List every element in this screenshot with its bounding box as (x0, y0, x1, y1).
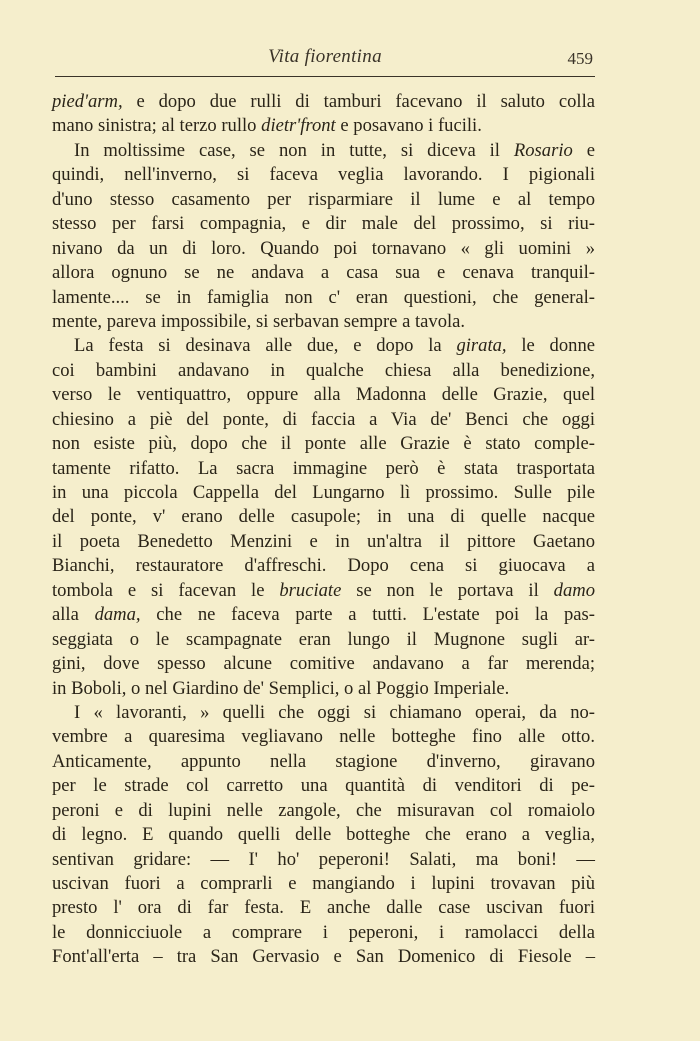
text-segment: e posavano i fucili. (335, 115, 482, 137)
page-number: 459 (567, 49, 593, 68)
text-line (52, 896, 595, 920)
text-segment: tamente rifatto. La sacra immagine però è stata trasportata (52, 457, 595, 479)
italic-text-segment: dama, (94, 604, 141, 626)
text-line (52, 530, 595, 554)
text-line (52, 310, 595, 334)
text-line (52, 823, 595, 847)
text-segment: e dopo due rulli di tamburi facevano il saluto colla (122, 91, 595, 112)
text-segment: gini, dove spesso alcune comitive andavano a far merenda; (52, 653, 595, 675)
text-segment: non esiste più, dopo che il ponte alle Grazie è stato comple- (52, 433, 595, 455)
text-line (52, 848, 595, 872)
text-segment: seggiata o le scampagnate eran lungo il Mugnone sugli ar- (52, 628, 595, 650)
italic-text-segment: girata, (456, 335, 507, 357)
text-segment: alla (52, 604, 95, 626)
text-segment: di legno. E quando quelli delle botteghe che erano a veglia, (52, 824, 595, 846)
text-line (52, 90, 595, 114)
text-line (52, 677, 595, 701)
text-line (52, 139, 595, 163)
text-line (52, 481, 595, 505)
text-line (52, 652, 595, 676)
text-segment: il poeta Benedetto Menzini e in un'altra il pittore Gaetano (52, 530, 595, 552)
text-line (52, 799, 595, 823)
text-segment: verso le ventiquattro, oppure alla Madonna delle Grazie, quel (52, 384, 595, 406)
text-segment: per le strade col carretto una quantità di venditori di pe- (52, 775, 595, 797)
text-segment: vembre a quaresima vegliavano nelle botteghe fino alle otto. (52, 726, 595, 748)
text-segment: le donne (506, 335, 595, 357)
text-segment: coi bambini andavano in qualche chiesa alla benedizione, (52, 359, 595, 381)
text-line (52, 408, 595, 432)
text-line (52, 774, 595, 798)
italic-text-segment: dietr'front (261, 115, 336, 137)
text-line (52, 945, 595, 969)
text-line (52, 163, 595, 187)
text-line (52, 921, 595, 945)
text-segment: uscivan fuori a comprarli e mangiando i lupini trovavan più (52, 873, 595, 894)
text-segment: I « lavoranti, » quelli che oggi si chiamano operai, da no- (74, 701, 595, 723)
text-line (52, 237, 595, 261)
text-line (52, 188, 595, 212)
text-line (52, 505, 595, 529)
text-segment: d'uno stesso casamento per risparmiare il lume e al tempo (52, 188, 595, 210)
text-line (52, 286, 595, 310)
text-segment: Anticamente, appunto nella stagione d'inverno, giravano (52, 750, 595, 772)
text-line (52, 603, 595, 627)
text-segment: in Boboli, o nel Giardino de' Semplici, o al Poggio Imperiale. (52, 677, 510, 699)
text-segment: se non le portava il (341, 579, 554, 601)
text-line (52, 554, 595, 578)
italic-text-segment: damo (553, 579, 595, 601)
text-segment: In moltissime case, se non in tutte, si diceva il (74, 139, 514, 161)
text-line (52, 457, 595, 481)
text-segment: in una piccola Cappella del Lungarno lì prossimo. Sulle pile (52, 482, 595, 503)
text-segment: Font'all'erta – tra San Gervasio e San Domenico di Fiesole – (52, 946, 595, 968)
text-segment: del ponte, v' erano delle casupole; in una di quelle nacque (52, 506, 595, 528)
text-segment: mano sinistra; al terzo rullo (52, 115, 262, 137)
text-line (52, 579, 595, 603)
running-head (55, 40, 595, 77)
text-line (52, 432, 595, 456)
text-line (52, 261, 595, 285)
text-segment: tombola e si facevan le (52, 579, 280, 601)
text-line (52, 628, 595, 652)
text-segment: chiesino a piè del ponte, di faccia a Via de' Benci che oggi (52, 408, 595, 430)
text-line (52, 701, 595, 725)
text-segment: le donnicciuole a comprare i peperoni, i ramolacci della (52, 921, 595, 943)
text-segment: peroni e di lupini nelle zangole, che misuravan col romaiolo (52, 799, 595, 821)
italic-text-segment: pied'arm, (52, 91, 123, 112)
text-line (52, 383, 595, 407)
text-segment: nivano da un di loro. Quando poi tornavano « gli uomini » (52, 237, 595, 259)
body-text (52, 90, 595, 970)
text-line (52, 872, 595, 896)
text-line (52, 750, 595, 774)
text-segment: quindi, nell'inverno, si faceva veglia lavorando. I pigionali (52, 164, 595, 186)
text-segment: stesso per farsi compagnia, e dir male del prossimo, si riu- (52, 213, 595, 235)
text-segment: che ne faceva parte a tutti. L'estate poi la pas- (140, 604, 595, 626)
text-segment: presto l' ora di far festa. E anche dalle case uscivan fuori (52, 897, 595, 919)
italic-text-segment: bruciate (279, 579, 342, 601)
text-segment: La festa si desinava alle due, e dopo la (74, 335, 457, 357)
text-line (52, 725, 595, 749)
text-segment: mente, pareva impossibile, si serbavan sempre a tavola. (52, 310, 466, 332)
text-segment: sentivan gridare: — I' ho' peperoni! Salati, ma boni! — (52, 848, 595, 870)
italic-text-segment: Rosario (513, 139, 573, 161)
text-line (52, 212, 595, 236)
running-head-title: Vita fiorentina (268, 46, 382, 67)
text-line (52, 114, 595, 138)
text-segment: lamente.... se in famiglia non c' eran questioni, che general- (52, 286, 595, 308)
text-segment: allora ognuno se ne andava a casa sua e cenava tranquil- (52, 262, 595, 284)
text-segment: e (572, 139, 595, 161)
text-segment: Bianchi, restauratore d'affreschi. Dopo cena si giuocava a (52, 555, 595, 577)
text-line (52, 334, 595, 358)
text-line (52, 359, 595, 383)
